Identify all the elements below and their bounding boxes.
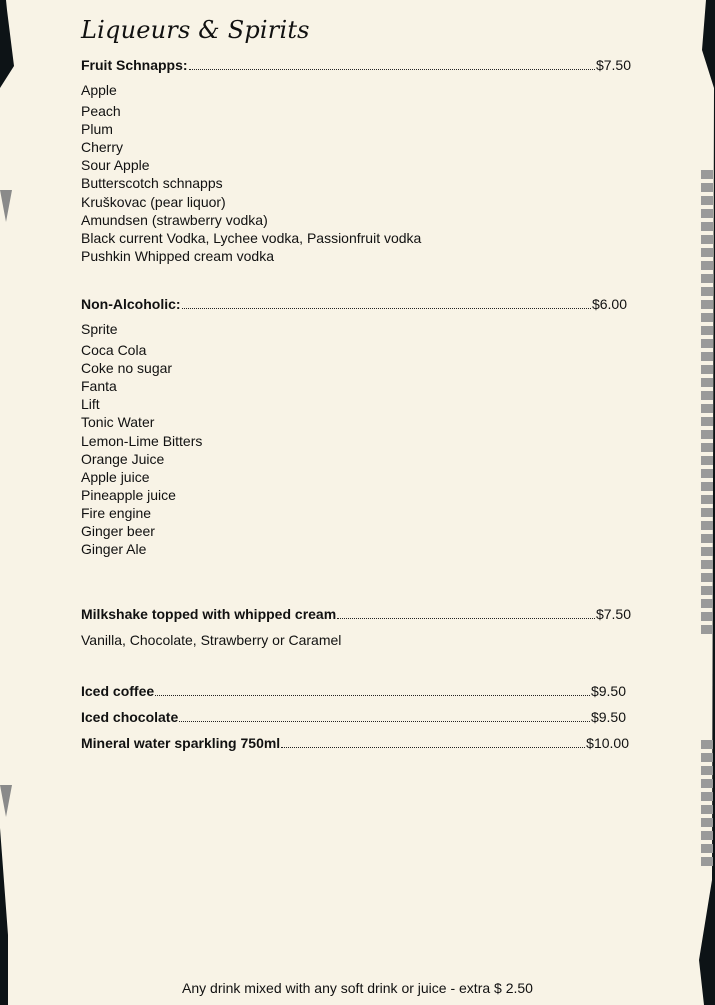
item-price: $6.00	[591, 296, 627, 312]
list-item: Vanilla, Chocolate, Strawberry or Caramel	[81, 632, 342, 648]
item-price: $9.50	[590, 709, 626, 725]
item-price: $7.50	[595, 606, 631, 622]
list-item: Amundsen (strawberry vodka)	[81, 211, 268, 228]
leader-dots	[337, 618, 595, 619]
list-item: Lemon-Lime Bitters	[81, 432, 203, 449]
item-price: $9.50	[590, 683, 626, 699]
list-item: Ginger beer	[81, 523, 155, 540]
item-name: Iced chocolate	[81, 709, 179, 725]
menu-item-mineral-water	[81, 735, 629, 752]
list-item: Tonic Water	[81, 414, 155, 431]
list-item: Coca Cola	[81, 342, 147, 359]
list-item: Fanta	[81, 378, 117, 395]
menu-item-milkshake	[81, 606, 631, 623]
list-item: Apple	[81, 82, 117, 98]
list-item: Peach	[81, 103, 121, 120]
menu-item-non-alcoholic	[81, 296, 627, 313]
list-item: Sprite	[81, 321, 118, 337]
item-name: Non-Alcoholic:	[81, 296, 181, 312]
leader-dots	[189, 69, 595, 70]
footer-note: Any drink mixed with any soft drink or juice - extra $ 2.50	[182, 980, 533, 996]
item-price: $10.00	[586, 735, 629, 751]
menu-item-fruit-schnapps	[81, 57, 631, 74]
list-item: Coke no sugar	[81, 360, 173, 377]
leader-dots	[179, 721, 590, 722]
list-item: Ginger Ale	[81, 541, 147, 558]
list-item: Butterscotch schnapps	[81, 175, 223, 192]
list-item: Fire engine	[81, 504, 152, 521]
leader-dots	[281, 747, 585, 748]
list-item: Plum	[81, 121, 113, 138]
menu-item-iced-chocolate	[81, 709, 626, 726]
left-edge-ornament	[0, 785, 12, 817]
list-item: Cherry	[81, 139, 124, 156]
list-item: Sour Apple	[81, 157, 150, 174]
page-title: Liqueurs & Spirits	[81, 16, 310, 44]
item-name: Fruit Schnapps:	[81, 57, 188, 73]
leader-dots	[182, 308, 591, 309]
menu-item-iced-coffee	[81, 683, 626, 700]
left-edge-ornament	[0, 190, 12, 222]
list-item: Orange Juice	[81, 450, 165, 467]
list-item: Kruškovac (pear liquor)	[81, 193, 226, 210]
list-item: Pineapple juice	[81, 486, 176, 503]
leader-dots	[155, 695, 590, 696]
soft-drink-list	[81, 320, 202, 558]
item-price: $7.50	[595, 57, 631, 73]
list-item: Pushkin Whipped cream vodka	[81, 247, 274, 264]
list-item: Black current Vodka, Lychee vodka, Passionfruit vodka	[81, 229, 422, 246]
item-name: Mineral water sparkling 750ml	[81, 735, 281, 751]
item-name: Iced coffee	[81, 683, 155, 699]
right-edge-ornament	[701, 170, 713, 638]
list-item: Lift	[81, 396, 100, 413]
list-item: Apple juice	[81, 468, 150, 485]
item-name: Milkshake topped with whipped cream	[81, 606, 337, 622]
milkshake-flavours	[81, 631, 341, 649]
right-edge-ornament	[701, 740, 713, 870]
schnapps-flavour-list	[81, 81, 421, 265]
